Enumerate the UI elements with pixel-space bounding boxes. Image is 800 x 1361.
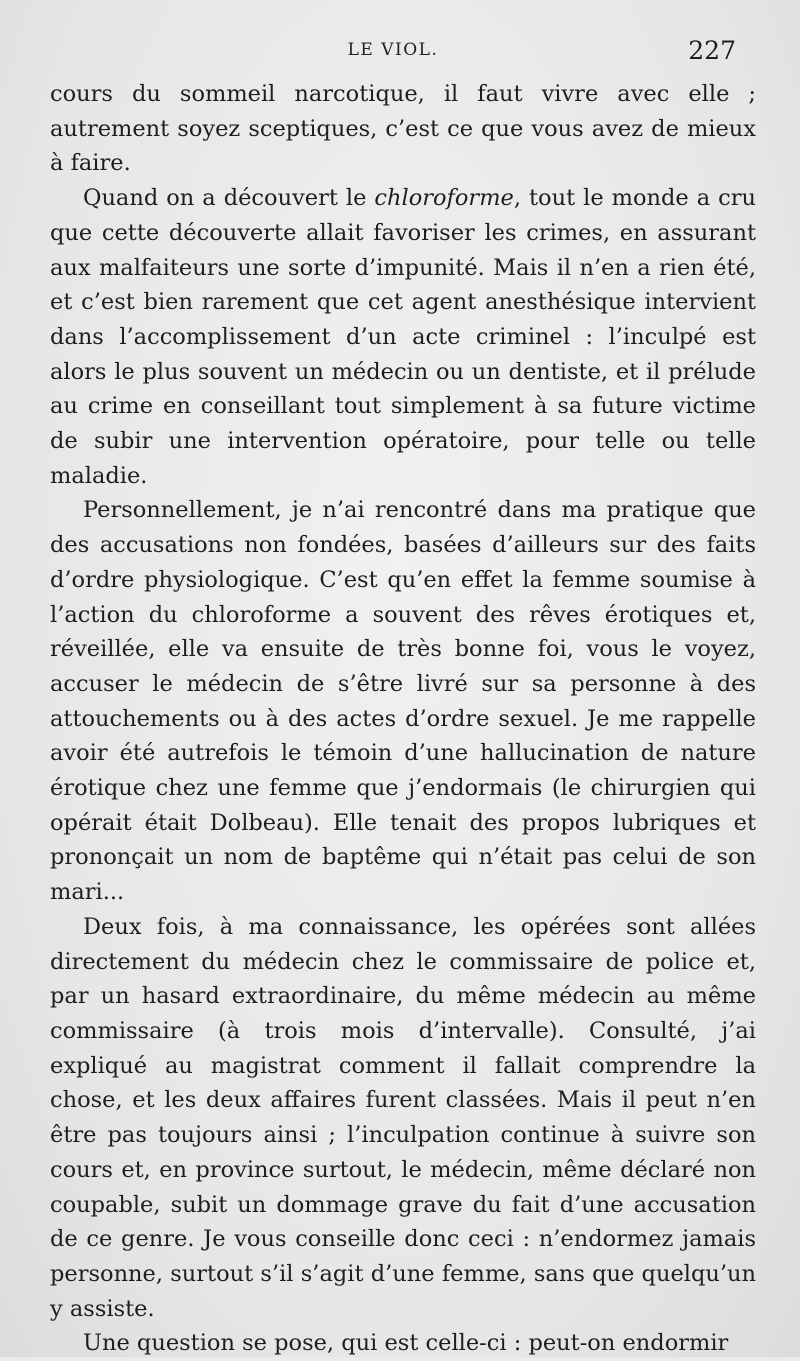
paragraph-chloroforme	[50, 181, 756, 493]
paragraph-question: Une question se pose, qui est celle-ci : peut-on endormir	[83, 1330, 729, 1357]
paragraph-deux-fois: Deux fois, à ma connaissance, les opérées sont allées directement du médecin chez le commissaire de police et, par un hasard extraordinaire, du même médecin au même commissaire (à trois mois d’intervalle). Consulté, j’ai expliqué au magistrat comment il fallait comprendre la chose, et les deux affaires furent classées. Mais il peut n’en être pas toujours ainsi ; l’inculpation continue à suivre son cours et, en province surtout, le médecin, même déclaré non coupable, subit un dommage grave du fait d’une accusation de ce genre. Je vous conseille donc ceci : n’endormez jamais personne, surtout s’il s’agit d’une femme, sans que quelqu’un y assiste.	[50, 913, 756, 1322]
paragraph-personnellement: Personnellement, je n’ai rencontré dans ma pratique que des accusations non fondées, basées d’ailleurs sur des faits d’ordre physiologique. C’est qu’en effet la femme soumise à l’action du chloroforme a souvent des rêves érotiques et, réveillée, elle va ensuite de très bonne foi, vous le voyez, accuser le médecin de s’être livré sur sa personne à des attouchements ou à des actes d’ordre sexuel. Je me rappelle avoir été autrefois le témoin d’une hallucination de nature érotique chez une femme que j’endormais (le chirurgien qui opérait était Dolbeau). Elle tenait des propos lubriques et prononçait un nom de baptême qui n’était pas celui de son mari...	[50, 497, 756, 906]
page-header	[50, 36, 736, 68]
paragraph-continuation: cours du sommeil narcotique, il faut vivre avec elle ; autrement soyez sceptiques, c’est ce que vous avez de mieux à faire.	[50, 81, 756, 177]
paragraph-text-before: Quand on a découvert le	[83, 185, 375, 212]
running-title: LE VIOL.	[347, 40, 439, 60]
body-text	[50, 77, 756, 1361]
paragraph-text-after: , tout le monde a cru que cette découverte allait favoriser les crimes, en assurant aux malfaiteurs une sorte d’impunité. Mais il n’en a rien été, et c’est bien rarement que cet agent anesthésique intervient dans l’accomplissement d’un acte criminel : l’inculpé est alors le plus souvent un médecin ou un dentiste, et il prélude au crime en conseillant tout simplement à sa future victime de subir une intervention opératoire, pour telle ou telle maladie.	[50, 185, 756, 489]
emphasis-chloroforme: chloroforme	[374, 185, 514, 212]
page-number: 227	[688, 36, 736, 65]
